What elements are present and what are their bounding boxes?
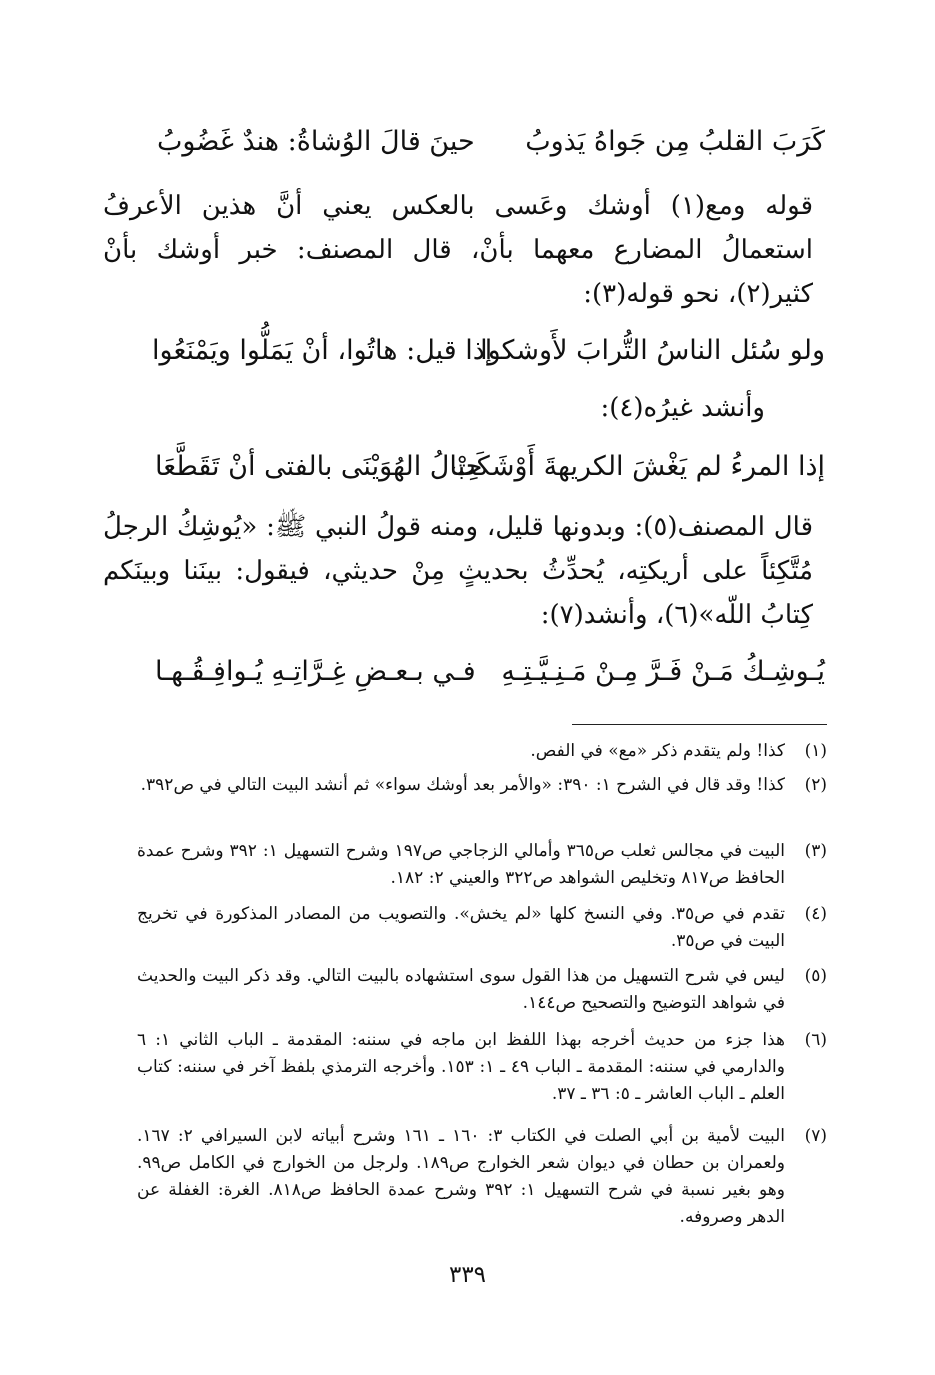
footnote-2 <box>137 772 827 799</box>
footnote-separator <box>572 724 827 725</box>
footnote-text: البيت في مجالس ثعلب ص٣٦٥ وأمالي الزجاجي ص١٩٧ وشرح التسهيل ١: ٣٩٢ وشرح عمدة الحافظ ص٨١٧ وتخليص الشواهد ص٣٢٢ والعيني ٢: ١٨٢. <box>137 841 786 888</box>
footnote-text: البيت لأمية بن أبي الصلت في الكتاب ٣: ١٦٠ ـ ١٦١ وشرح أبياته لابن السيرافي ٢: ١٦٧. ولعمران بن حطان في ديوان شعر الخوارج ص١٨٩. ولرجل من الخوارج في الكامل ص٩٩. وهو بغير نسبة في شرح التسهيل ١: ٣٩٢ وشرح عمدة الحافظ ص٨١٨. الغرة: الغفلة عن الدهر وصروفه. <box>137 1126 786 1227</box>
footnote-number: (٢) <box>804 775 827 795</box>
footnote-5 <box>137 963 827 1017</box>
footnote-number: (٦) <box>804 1030 827 1050</box>
footnote-text: تقدم في ص٣٥. وفي النسخ كلها «لم يخش». والتصويب من المصادر المذكورة في تخريج البيت في ص٣٥. <box>137 904 785 951</box>
footnote-text: كذا! وقد قال في الشرح ١: ٣٩٠: «والأمر بعد أوشك سواء» ثم أنشد البيت التالي في ص٣٩٢. <box>140 775 785 795</box>
footnote-number: (١) <box>804 741 827 761</box>
verse-2-first-hemistich: ولو سُئل الناسُ التُّرابَ لأَوشكوا <box>480 335 825 366</box>
footnote-text: هذا جزء من حديث أخرجه بهذا اللفظ ابن ماجه في سننه: المقدمة ـ الباب الثاني ١: ٦ والدارمي في سننه: المقدمة ـ الباب ٤٩ ـ ١: ١٥٣. وأخرجه الترمذي بلفظ آخر في سننه: كتاب العلم ـ الباب العاشر ـ ٥: ٣٦ ـ ٣٧. <box>137 1030 785 1104</box>
verse-3-first-hemistich: إذا المرءُ لم يَغْشَ الكريهةَ أَوْشَكَتْ <box>450 451 825 482</box>
footnote-3 <box>137 838 827 892</box>
verse-1-second-hemistich: حينَ قالَ الوُشاةُ: هندٌ غَضُوبُ <box>157 126 475 157</box>
footnote-text: كذا! ولم يتقدم ذكر «مع» في الفص. <box>530 741 785 761</box>
ansad-line: وأنشد غيرُه(٤): <box>600 393 765 423</box>
verse-2-second-hemistich: إذا قيل: هاتُوا، أنْ يَمَلُّوا ويَمْنَعُوا <box>152 335 493 366</box>
footnote-text: ليس في شرح التسهيل من هذا القول سوى استشهاده بالبيت التالي. وقد ذكر البيت والحديث في شواهد التوضيح والتصحيح ص١٤٤. <box>137 966 785 1013</box>
footnote-number: (٣) <box>804 841 827 861</box>
footnote-number: (٥) <box>804 966 827 986</box>
footnote-4 <box>137 901 827 955</box>
footnote-7 <box>137 1123 827 1231</box>
footnote-number: (٧) <box>804 1126 827 1146</box>
verse-4-first-hemistich: يُـوشِـكُ مَـنْ فَـرَّ مِـنْ مَـنِـيَّـتِـهِ <box>501 656 825 687</box>
footnote-6 <box>137 1027 827 1108</box>
footnote-number: (٤) <box>804 904 827 924</box>
verse-4-second-hemistich: فـي بـعـضِ غِـرَّاتِـهِ يُـوافِـقُـهـا <box>155 656 476 687</box>
paragraph-1: قوله ومع(١) أوشك وعَسى بالعكس يعني أنَّ هذين الأعرفُ استعمالُ المضارع معهما بأنْ، قال المصنف: خبر أوشك بأنْ كثير(٢)، نحو قوله(٣): <box>103 191 814 309</box>
verse-3-second-hemistich: حِبالُ الهُوَيْنَى بالفتى أنْ تَقَطَّعَا <box>155 451 483 482</box>
paragraph-2: قال المصنف(٥): وبدونها قليل، ومنه قولُ النبي ﷺ: «يُوشِكُ الرجلُ مُتَّكِئاً على أريكتِه، يُحدِّثُ بحديثٍ مِنْ حديثي، فيقول: بينَنا وبينَكم كِتابُ اللّه»(٦)، وأنشد(٧): <box>103 512 813 630</box>
footnote-1 <box>137 738 827 765</box>
page-number: ٣٣٩ <box>448 1262 487 1288</box>
verse-1-first-hemistich: كَرَبَ القلبُ مِن جَواهُ يَذوبُ <box>525 126 825 157</box>
